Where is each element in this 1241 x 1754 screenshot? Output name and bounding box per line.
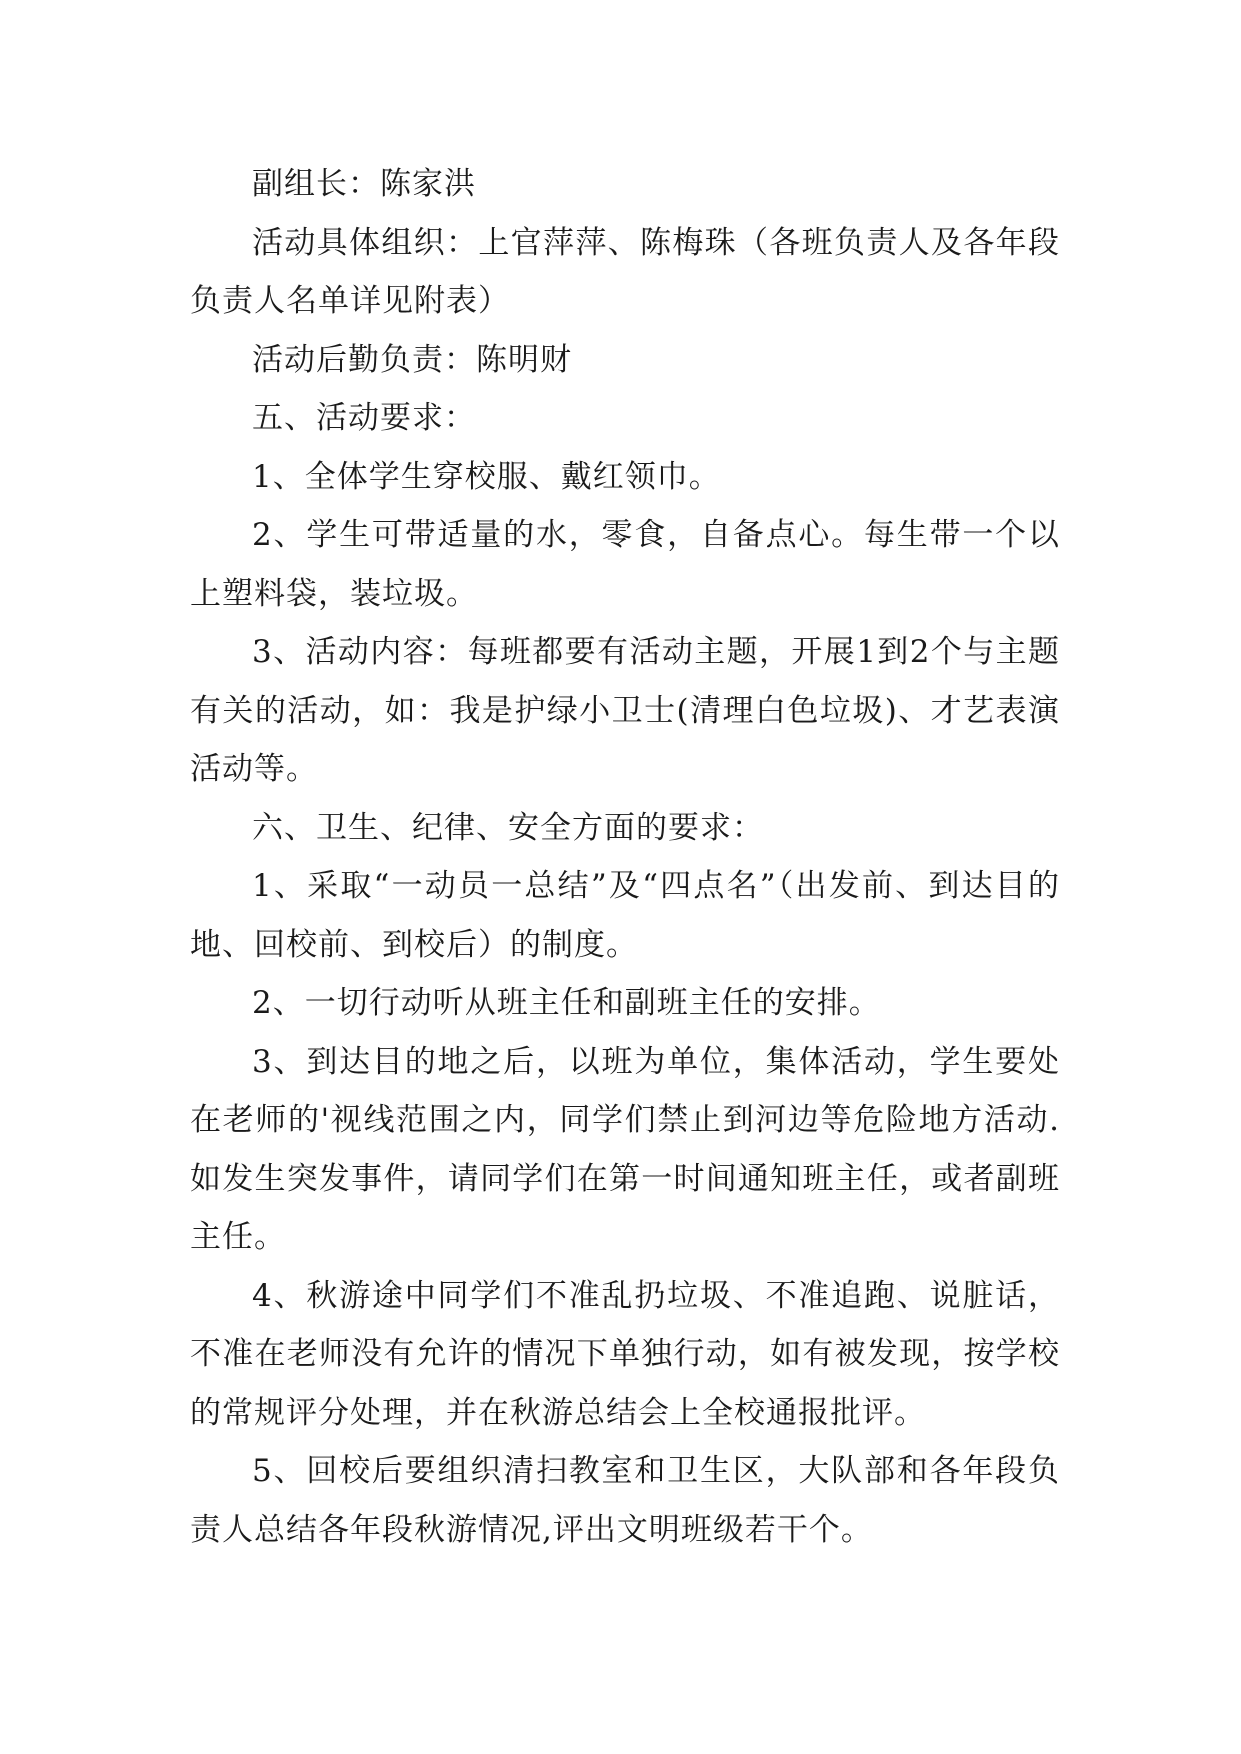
- requirement-item-3: 3、活动内容：每班都要有活动主题，开展1到2个与主题有关的活动，如：我是护绿小卫士(清理白色垃圾)、才艺表演活动等。: [190, 634, 1060, 787]
- paragraph-logistics: 活动后勤负责：陈明财: [252, 341, 572, 378]
- document-body: [190, 155, 1060, 1559]
- paragraph-vice-leader: 副组长：陈家洪: [252, 166, 476, 202]
- safety-item-5: 5、回校后要组织清扫教室和卫生区，大队部和各年段负责人总结各年段秋游情况,评出文明班级若干个。: [190, 1453, 1060, 1548]
- requirement-item-1: 1、全体学生穿校服、戴红领巾。: [252, 458, 721, 495]
- section-heading-safety: 六、卫生、纪律、安全方面的要求：: [252, 809, 764, 846]
- section-heading-requirements: 五、活动要求：: [252, 400, 476, 436]
- safety-item-3: 3、到达目的地之后，以班为单位，集体活动，学生要处在老师的'视线范围之内，同学们禁止到河边等危险地方活动.如发生突发事件，请同学们在第一时间通知班主任，或者副班主任。: [190, 1043, 1060, 1255]
- paragraph-activity-organizers: 活动具体组织：上官萍萍、陈梅珠（各班负责人及各年段负责人名单详见附表）: [190, 224, 1060, 319]
- safety-item-4: 4、秋游途中同学们不准乱扔垃圾、不准追跑、说脏话，不准在老师没有允许的情况下单独行动，如有被发现，按学校的常规评分处理，并在秋游总结会上全校通报批评。: [190, 1277, 1060, 1431]
- requirement-item-2: 2、学生可带适量的水，零食，自备点心。每生带一个以上塑料袋，装垃圾。: [190, 517, 1060, 612]
- safety-item-2: 2、一切行动听从班主任和副班主任的安排。: [252, 985, 881, 1021]
- safety-item-1: 1、采取“一动员一总结”及“四点名”（出发前、到达目的地、回校前、到校后）的制度。: [190, 868, 1060, 963]
